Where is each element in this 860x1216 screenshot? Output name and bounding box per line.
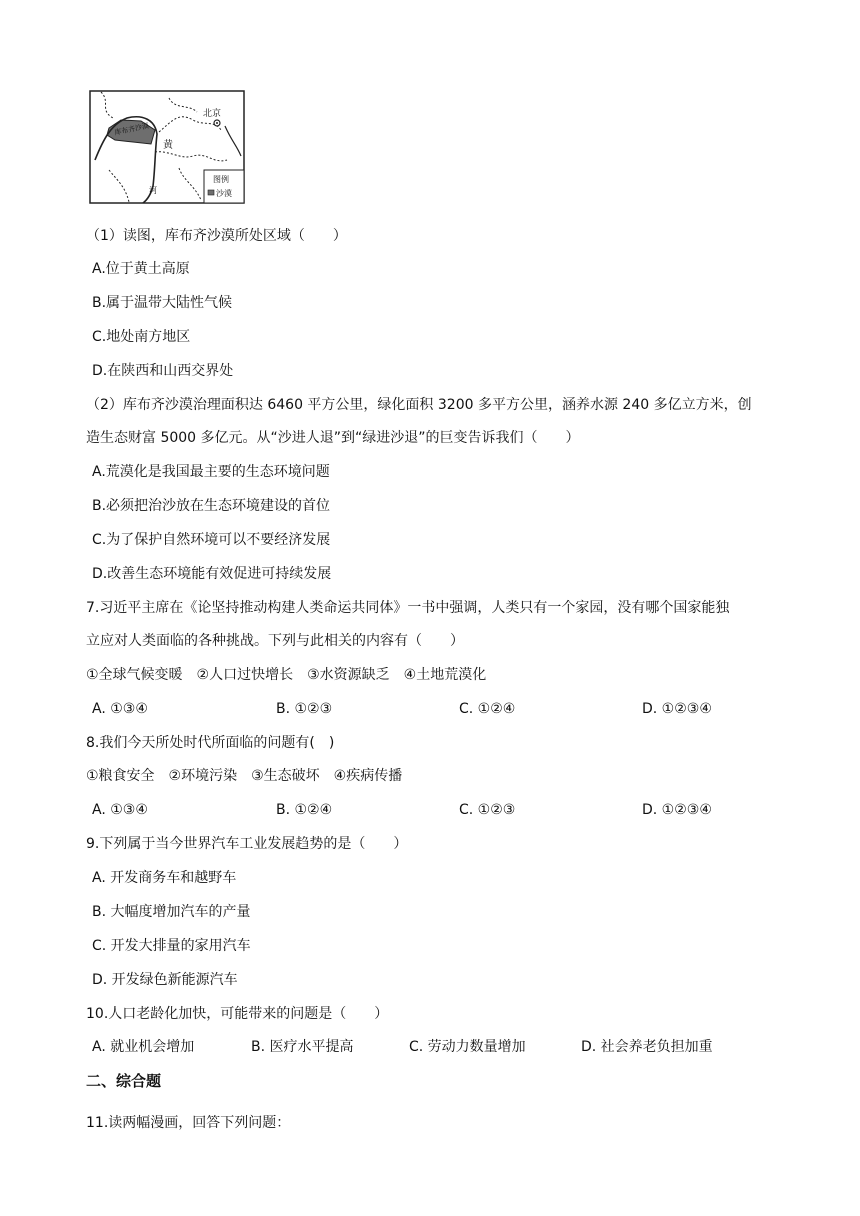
q8-option-c[interactable]: C. ①②③ — [459, 802, 516, 818]
q7-items: ①全球气候变暖 ②人口过快增长 ③水资源缺乏 ④土地荒漠化 — [86, 667, 487, 683]
q10-option-d[interactable]: D. 社会养老负担加重 — [581, 1039, 713, 1055]
q7-option-d[interactable]: D. ①②③④ — [642, 701, 712, 717]
section-2-title: 二、综合题 — [86, 1072, 162, 1090]
q11-stem: 11.读两幅漫画，回答下列问题： — [86, 1115, 291, 1131]
q9-stem: 9.下列属于当今世界汽车工业发展趋势的是（ ） — [86, 836, 408, 852]
map-label-desert: 库布齐沙漠 — [113, 122, 150, 137]
q7-option-b[interactable]: B. ①②③ — [276, 701, 333, 717]
q6-1-option-a[interactable]: A.位于黄土高原 — [92, 261, 190, 277]
map-label-huang: 黄 — [163, 140, 173, 151]
q8-option-b[interactable]: B. ①②④ — [276, 802, 333, 818]
q6-2-stem-line1: （2）库布齐沙漠治理面积达 6460 平方公里，绿化面积 3200 多平方公里，涵养水源 240 多亿立方米，创 — [86, 397, 752, 413]
q10-option-a[interactable]: A. 就业机会增加 — [92, 1039, 195, 1055]
q10-option-b[interactable]: B. 医疗水平提高 — [251, 1039, 354, 1055]
q6-2-option-d[interactable]: D.改善生态环境能有效促进可持续发展 — [92, 566, 332, 582]
q8-stem: 8.我们今天所处时代所面临的问题有( ) — [86, 735, 335, 751]
q6-2-stem-line2: 造生态财富 5000 多亿元。从“沙进人退”到“绿进沙退”的巨变告诉我们（ ） — [86, 430, 580, 446]
legend-item: 沙漠 — [216, 189, 232, 198]
q6-1-option-c[interactable]: C.地处南方地区 — [92, 329, 191, 345]
q10-option-c[interactable]: C. 劳动力数量增加 — [409, 1039, 526, 1055]
q10-stem: 10.人口老龄化加快，可能带来的问题是（ ） — [86, 1006, 389, 1022]
q6-1-option-b[interactable]: B.属于温带大陆性气候 — [92, 295, 233, 311]
map-label-beijing: 北京 — [203, 108, 222, 118]
q9-option-c[interactable]: C. 开发大排量的家用汽车 — [92, 938, 251, 954]
q6-2-option-a[interactable]: A.荒漠化是我国最主要的生态环境问题 — [92, 464, 330, 480]
q6-2-option-b[interactable]: B.必须把治沙放在生态环境建设的首位 — [92, 498, 331, 514]
q7-stem-line1: 7.习近平主席在《论坚持推动构建人类命运共同体》一书中强调，人类只有一个家园，没有哪个国家能独 — [86, 600, 730, 616]
q6-1-stem: （1）读图，库布齐沙漠所处区域（ ） — [86, 228, 347, 244]
q9-option-b[interactable]: B. 大幅度增加汽车的产量 — [92, 904, 251, 920]
desert-location-map — [89, 90, 245, 204]
q6-2-option-c[interactable]: C.为了保护自然环境可以不要经济发展 — [92, 532, 331, 548]
q8-option-a[interactable]: A. ①③④ — [92, 802, 148, 818]
q6-1-option-d[interactable]: D.在陕西和山西交界处 — [92, 363, 234, 379]
q8-items: ①粮食安全 ②环境污染 ③生态破坏 ④疾病传播 — [86, 768, 403, 784]
q7-option-a[interactable]: A. ①③④ — [92, 701, 148, 717]
legend-title: 图例 — [213, 175, 229, 184]
q7-stem-line2: 立应对人类面临的各种挑战。下列与此相关的内容有（ ） — [86, 633, 464, 649]
q9-option-d[interactable]: D. 开发绿色新能源汽车 — [92, 972, 238, 988]
q7-option-c[interactable]: C. ①②④ — [459, 701, 516, 717]
q8-option-d[interactable]: D. ①②③④ — [642, 802, 712, 818]
map-label-he: 河 — [149, 186, 157, 195]
q9-option-a[interactable]: A. 开发商务车和越野车 — [92, 870, 237, 886]
